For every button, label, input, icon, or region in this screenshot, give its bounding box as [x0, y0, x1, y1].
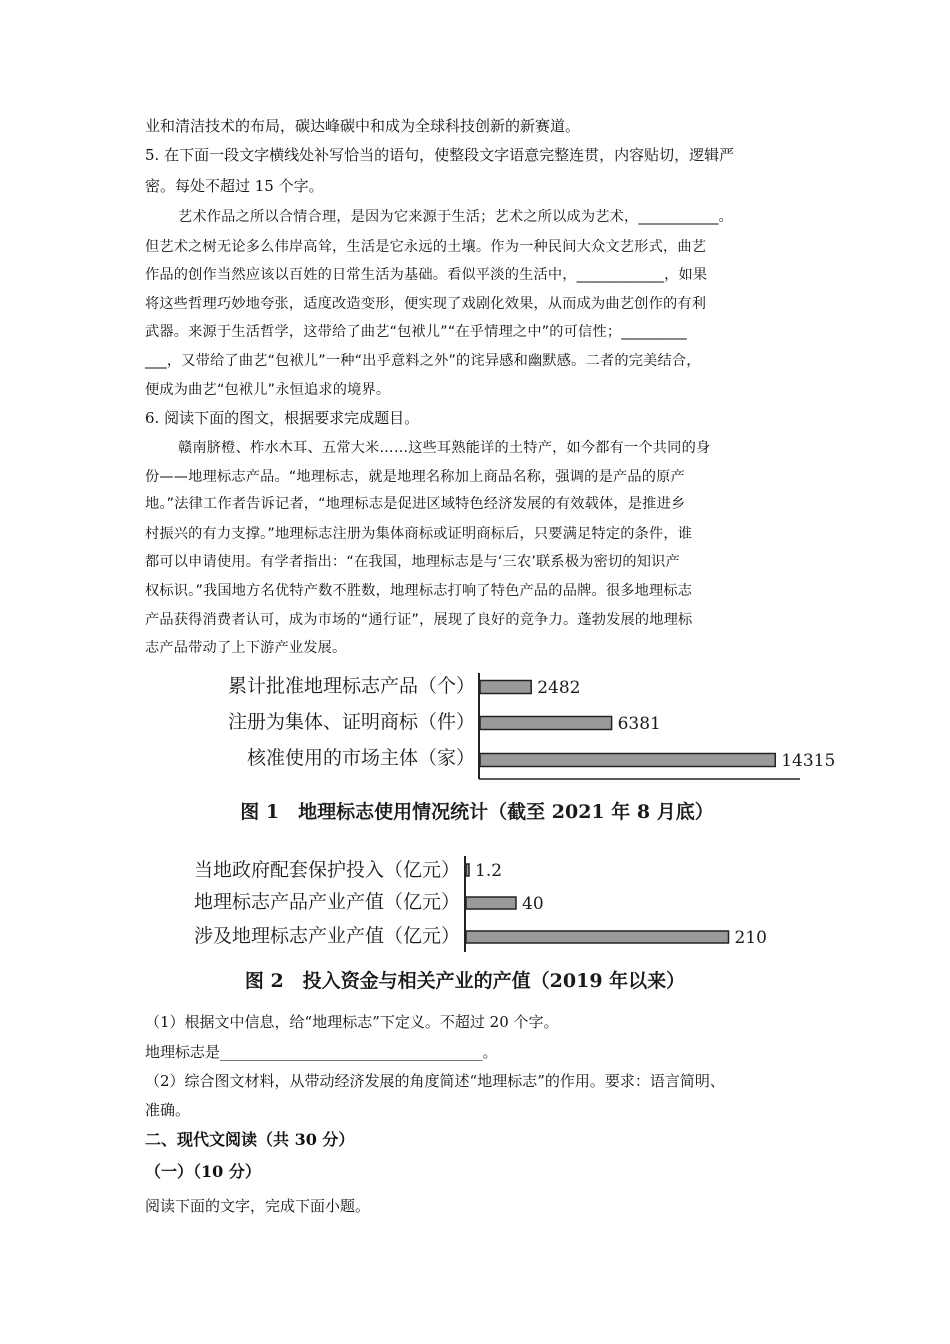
chart-2-bar	[466, 864, 469, 876]
passage-line: 艺术作品之所以合情合理，是因为它来源于生活；艺术之所以成为艺术，___________。	[178, 209, 734, 225]
reading-line: 地。”法律工作者告诉记者，“地理标志是促进区域特色经济发展的有效载体，是推进乡	[145, 496, 686, 512]
chart-1-category-label: 累计批准地理标志产品（个）	[227, 675, 475, 697]
chart-2-bar	[466, 931, 729, 943]
reading-line: 权标识。”我国地方名优特产数不胜数，地理标志打响了特色产品的品牌。很多地理标志	[145, 583, 693, 599]
reading-line: 份——地理标志产品。“地理标志，就是地理名称加上商品名称，强调的是产品的原产	[145, 469, 685, 485]
chart-2	[145, 848, 810, 998]
reading-line: 产品获得消费者认可，成为市场的“通行证”，展现了良好的竞争力。蓬勃发展的地理标	[145, 612, 693, 628]
chart-2-category-label: 地理标志产品产业产值（亿元）	[193, 891, 460, 913]
passage-line: 作品的创作当然应该以百姓的日常生活为基础。看似平淡的生活中，____________，如果	[145, 267, 708, 283]
chart-1-bar	[480, 681, 531, 694]
chart-1-title: 图 1 地理标志使用情况统计（截至 2021 年 8 月底）	[240, 801, 714, 823]
reading-line: 村振兴的有力支撑。”地理标志注册为集体商标或证明商标后，只要满足特定的条件，谁	[145, 526, 693, 542]
reading-line: 都可以申请使用。有学者指出：“在我国，地理标志是与‘三农’联系极为密切的知识产	[145, 554, 680, 570]
reading-line: 赣南脐橙、柞水木耳、五常大米……这些耳熟能详的土特产，如今都有一个共同的身	[178, 440, 711, 456]
answer-line: 地理标志是___________________________________。	[145, 1043, 498, 1061]
question-6-prompt: 6. 阅读下面的图文，根据要求完成题目。	[145, 409, 420, 427]
question-5-prompt-cont: 密。每处不超过 15 个字。	[145, 177, 324, 195]
chart-2-category-label: 当地政府配套保护投入（亿元）	[193, 859, 460, 881]
chart-1-category-label: 注册为集体、证明商标（件）	[227, 711, 475, 733]
instruction-line: 阅读下面的文字，完成下面小题。	[145, 1197, 371, 1215]
chart-1-bar	[480, 754, 775, 767]
chart-2-value-label: 40	[522, 894, 544, 914]
sub-question-1: （1）根据文中信息，给“地理标志”下定义。不超过 20 个字。	[145, 1013, 559, 1031]
chart-1	[145, 665, 836, 830]
chart-2-value-label: 210	[734, 928, 767, 948]
chart-2-title: 图 2 投入资金与相关产业的产值（2019 年以来）	[244, 970, 686, 992]
sub-question-2: （2）综合图文材料，从带动经济发展的角度简述“地理标志”的作用。要求：语言简明、	[145, 1072, 725, 1090]
section-heading: 二、现代文阅读（共 30 分）	[145, 1130, 355, 1149]
chart-1-svg	[145, 665, 836, 830]
passage-line: 将这些哲理巧妙地夸张，适度改造变形，便实现了戏剧化效果，从而成为曲艺创作的有利	[145, 296, 707, 312]
passage-line: 武器。来源于生活哲学，这带给了曲艺“包袱儿”“在乎情理之中”的可信性；_________	[145, 324, 687, 340]
chart-1-bar	[480, 717, 612, 730]
passage-line: 便成为曲艺“包袱儿”永恒追求的境界。	[145, 382, 391, 398]
chart-2-value-label: 1.2	[475, 861, 503, 881]
chart-2-category-label: 涉及地理标志产业产值（亿元）	[193, 925, 460, 947]
sub-question-2-cont: 准确。	[145, 1101, 191, 1119]
chart-1-value-label: 6381	[617, 714, 661, 734]
chart-1-value-label: 14315	[781, 751, 836, 771]
chart-2-bar	[466, 897, 516, 909]
question-5-prompt: 5. 在下面一段文字横线处补写恰当的语句，使整段文字语意完整连贯，内容贴切，逻辑严	[145, 146, 735, 164]
passage-line: ___，又带给了曲艺“包袱儿”一种“出乎意料之外”的诧异感和幽默感。二者的完美结合，	[145, 353, 701, 369]
passage-line: 但艺术之树无论多么伟岸高耸，生活是它永远的土壤。作为一种民间大众文艺形式，曲艺	[145, 239, 707, 255]
chart-2-svg	[145, 848, 810, 998]
subsection-heading: （一）（10 分）	[145, 1162, 261, 1181]
reading-line: 志产品带动了上下游产业发展。	[145, 640, 347, 656]
text-line: 业和清洁技术的布局，碳达峰碳中和成为全球科技创新的新赛道。	[145, 117, 581, 135]
chart-1-value-label: 2482	[537, 678, 581, 698]
chart-1-category-label: 核准使用的市场主体（家）	[246, 747, 475, 769]
